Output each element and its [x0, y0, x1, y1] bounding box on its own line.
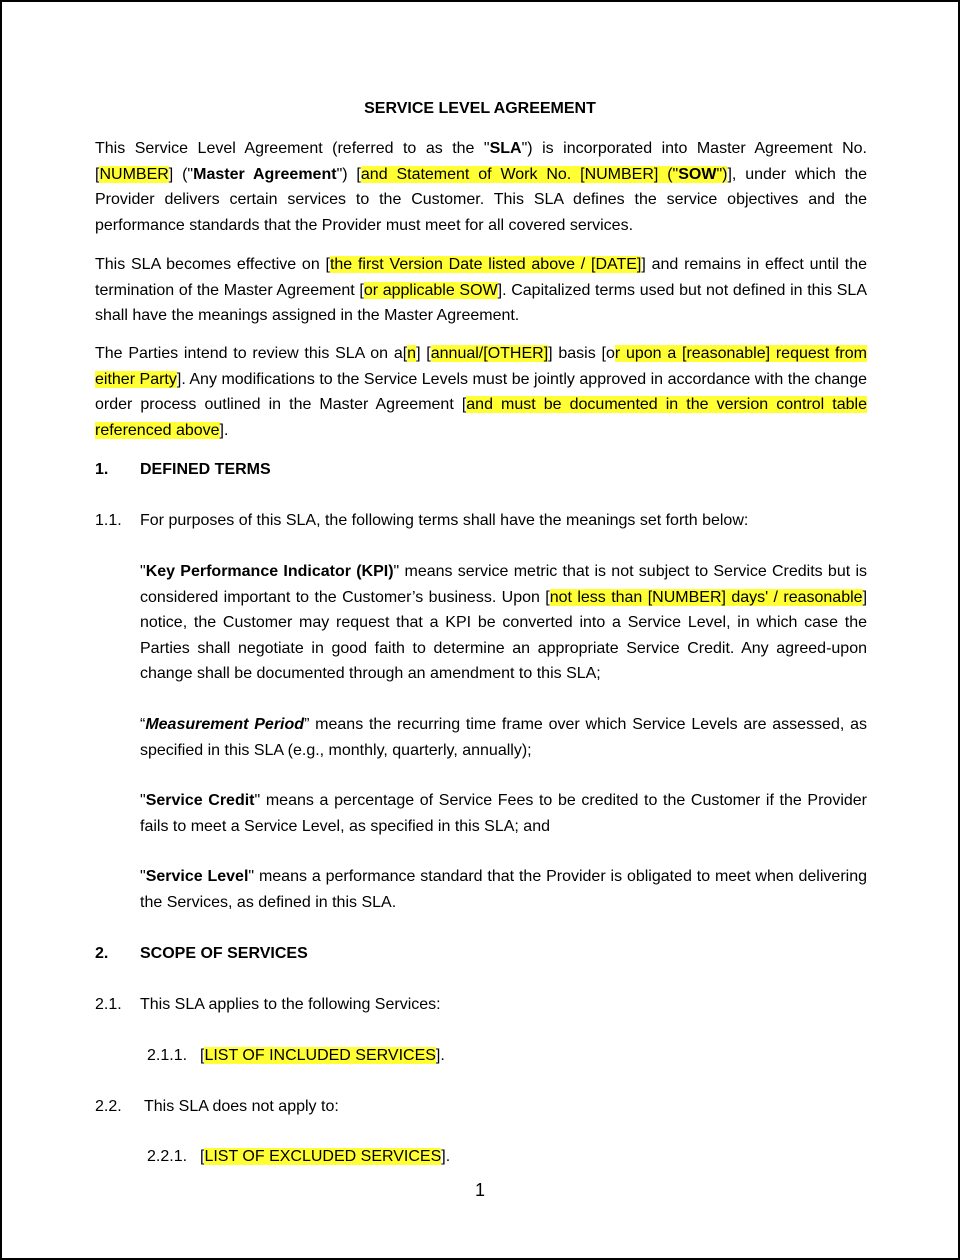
- term-master-agreement: Master Agreement: [193, 165, 337, 183]
- text: and Statement of Work No. [NUMBER] (": [360, 165, 679, 183]
- text: [: [200, 1148, 205, 1165]
- term-kpi: Key Performance Indicator (KPI): [145, 563, 394, 580]
- definition-service-level: [140, 864, 867, 915]
- text: ].: [219, 421, 229, 439]
- clause-2-1-number: 2.1.: [95, 996, 122, 1013]
- text: ], under which the Provider delivers certain services to the Customer. This SLA defines the service objectives and the performance standards that the Provider must meet for all covered services.: [95, 165, 868, 234]
- text: “: [140, 716, 146, 733]
- text: ": [140, 563, 146, 580]
- text: ]. Any modifications to the Service Levels must be jointly approved in accordance with the change order process outlined in the Master Agreement [: [95, 370, 867, 413]
- text: ": [140, 868, 146, 885]
- highlight-placeholder: or applicable SOW: [363, 281, 498, 299]
- highlight-placeholder: the first Version Date listed above / [DATE]: [329, 256, 642, 273]
- document-title: SERVICE LEVEL AGREEMENT: [364, 100, 596, 117]
- highlight-placeholder: [361, 166, 728, 183]
- section-1-heading: DEFINED TERMS: [140, 461, 271, 478]
- text: This SLA becomes effective on [: [95, 256, 330, 273]
- text: " means a performance standard that the Provider is obligated to meet when delivering the Services, as defined in this SLA.: [140, 868, 867, 911]
- clause-2-1-1-text: [200, 1043, 445, 1069]
- definition-measurement-period: [140, 712, 867, 763]
- highlight-placeholder: not less than [NUMBER] days' / reasonable: [549, 588, 863, 606]
- text: " means service metric that is not subject to Service Credits but is considered important to the Customer’s business. Upon [: [140, 563, 867, 606]
- text: ].: [441, 1148, 451, 1165]
- clause-2-2-1-text: [200, 1144, 450, 1170]
- text: ") is incorporated into Master Agreement No. [: [95, 140, 867, 183]
- intro-paragraph-2: [95, 252, 867, 329]
- term-measurement-period: Measurement Period: [145, 716, 305, 733]
- section-2-heading: SCOPE OF SERVICES: [140, 945, 308, 962]
- definition-service-credit: [140, 788, 867, 839]
- highlight-placeholder: n: [407, 345, 417, 362]
- clause-2-2-text: This SLA does not apply to:: [144, 1098, 339, 1115]
- text: "): [716, 165, 728, 183]
- intro-paragraph-3: [95, 341, 867, 443]
- text: ].: [435, 1047, 445, 1064]
- clause-2-1-text: This SLA applies to the following Services:: [140, 996, 441, 1013]
- section-1-number: 1.: [95, 461, 109, 478]
- highlight-placeholder: NUMBER: [99, 165, 169, 183]
- text: ") [: [336, 165, 361, 183]
- text: The Parties intend to review this SLA on a[: [95, 345, 408, 362]
- text: ] (": [168, 165, 194, 183]
- highlight-placeholder: and must be documented in the version control table referenced above: [95, 396, 867, 439]
- highlight-placeholder: r upon a [reasonable] request from either Party: [95, 345, 867, 388]
- text: ] [: [416, 345, 431, 362]
- page-number: 1: [474, 1180, 485, 1200]
- highlight-placeholder: LIST OF INCLUDED SERVICES: [204, 1047, 436, 1064]
- text: ” means the recurring time frame over which Service Levels are assessed, as specified in this SLA (e.g., monthly, quarterly, annually);: [140, 716, 868, 759]
- term-sow: SOW: [678, 165, 717, 183]
- clause-1-1-number: 1.1.: [95, 512, 122, 529]
- term-service-level: Service Level: [145, 868, 249, 885]
- definition-kpi: [140, 559, 867, 687]
- highlight-placeholder: annual/[OTHER]: [430, 345, 549, 362]
- intro-paragraph-1: [95, 136, 867, 238]
- text: ] notice, the Customer may request that a KPI be converted into a Service Level, in which case the Parties shall negotiate in good faith to determine an appropriate Service Credit. Any agreed-upon change shall be documented through an amendment to this SLA;: [140, 588, 868, 682]
- text: [: [200, 1047, 205, 1064]
- text: ] basis [o: [548, 345, 615, 362]
- text: This Service Level Agreement (referred to as the ": [95, 140, 490, 157]
- text: " means a percentage of Service Fees to be credited to the Customer if the Provider fails to meet a Service Level, as specified in this SLA; and: [140, 792, 868, 835]
- term-service-credit: Service Credit: [145, 792, 255, 809]
- section-2-number: 2.: [95, 945, 109, 962]
- clause-2-2-number: 2.2.: [95, 1098, 122, 1115]
- text: ] and remains in effect until the termination of the Master Agreement [: [95, 256, 867, 299]
- clause-2-2-1-number: 2.2.1.: [147, 1148, 188, 1165]
- text: ]. Capitalized terms used but not defined in this SLA shall have the meanings assigned in the Master Agreement.: [95, 281, 867, 324]
- clause-2-1-1-number: 2.1.1.: [147, 1047, 188, 1064]
- text: ": [140, 792, 146, 809]
- highlight-placeholder: LIST OF EXCLUDED SERVICES: [204, 1148, 442, 1165]
- clause-1-1-text: For purposes of this SLA, the following terms shall have the meanings set forth below:: [140, 512, 749, 529]
- term-sla: SLA: [489, 140, 522, 157]
